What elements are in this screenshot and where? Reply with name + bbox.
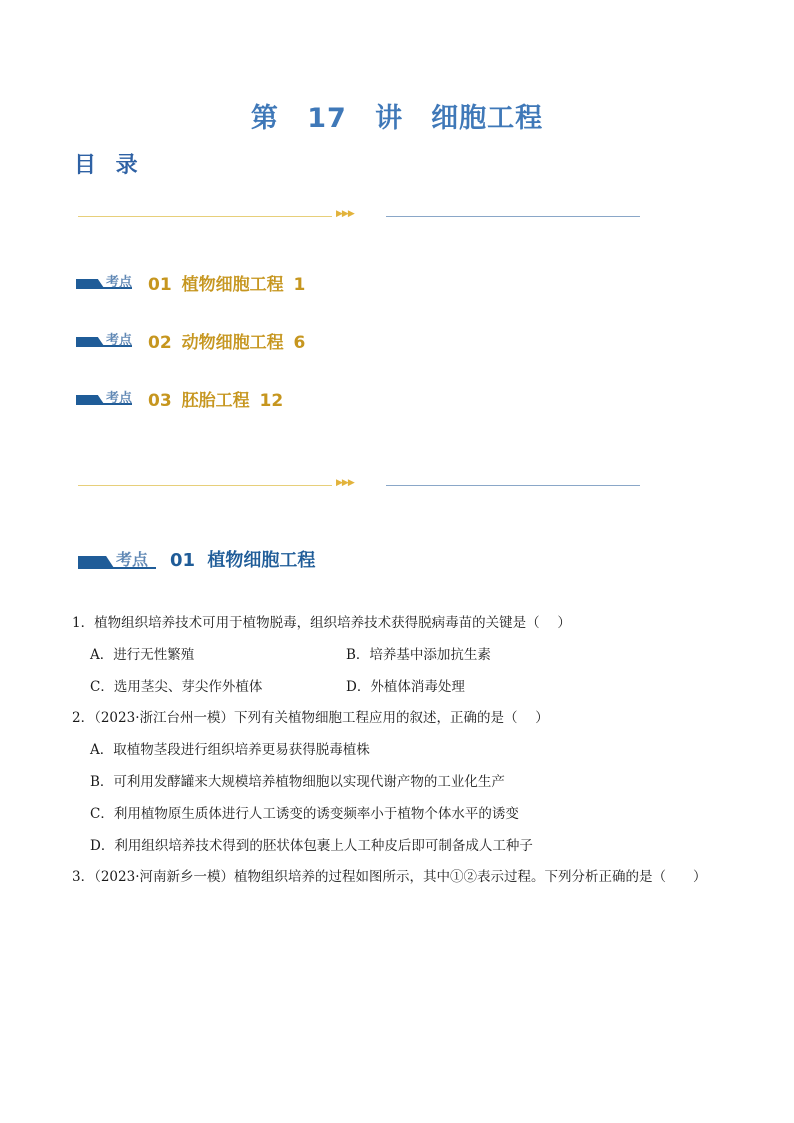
divider-arrows-icon: ▶▶▶ (336, 478, 354, 488)
toc-item-2[interactable] (76, 328, 305, 352)
toc-item-3[interactable] (76, 386, 283, 410)
toc-item-label: 02 动物细胞工程 6 (148, 332, 306, 353)
question-1-stem: 1．植物组织培养技术可用于植物脱毒，组织培养技术获得脱病毒苗的关键是（ ） (72, 615, 571, 631)
toc-top-divider (78, 209, 640, 222)
question-3-stem: 3．（2023·河南新乡一模）植物组织培养的过程如图所示，其中①②表示过程。下列分析正确的是（ ） (72, 869, 707, 885)
page-title: 第 17 讲 细胞工程 (250, 103, 544, 134)
toc-item-label: 01 植物细胞工程 1 (148, 274, 306, 295)
question-1-option-c: C．选用茎尖、芽尖作外植体 (90, 679, 263, 695)
question-2-option-b: B．可利用发酵罐来大规模培养植物细胞以实现代谢产物的工业化生产 (90, 774, 505, 790)
question-2-option-c: C．利用植物原生质体进行人工诱变的诱变频率小于植物个体水平的诱变 (90, 806, 519, 822)
toc-bottom-divider (78, 478, 640, 491)
question-1-option-d: D．外植体消毒处理 (346, 679, 465, 695)
toc-item-1[interactable] (76, 270, 305, 294)
toc-item-label: 03 胚胎工程 12 (148, 390, 284, 411)
divider-arrows-icon: ▶▶▶ (336, 209, 354, 219)
kaodian-tag-icon: 考点 (76, 271, 140, 293)
toc-heading: 目 录 (74, 153, 144, 178)
question-2-option-a: A．取植物茎段进行组织培养更易获得脱毒植株 (90, 742, 370, 758)
kaodian-tag-icon: 考点 (76, 329, 140, 351)
question-1-option-b: B．培养基中添加抗生素 (346, 647, 491, 663)
question-1-option-a: A．进行无性繁殖 (90, 647, 195, 663)
kaodian-tag-icon: 考点 (76, 387, 140, 409)
kaodian-tag-icon: 考点 (78, 546, 164, 572)
section-title: 01 植物细胞工程 (170, 550, 316, 571)
question-2-option-d: D．利用组织培养技术得到的胚状体包裹上人工种皮后即可制备成人工种子 (90, 838, 533, 854)
section-heading (78, 546, 315, 572)
question-2-stem: 2．（2023·浙江台州一模）下列有关植物细胞工程应用的叙述，正确的是（ ） (72, 710, 549, 726)
